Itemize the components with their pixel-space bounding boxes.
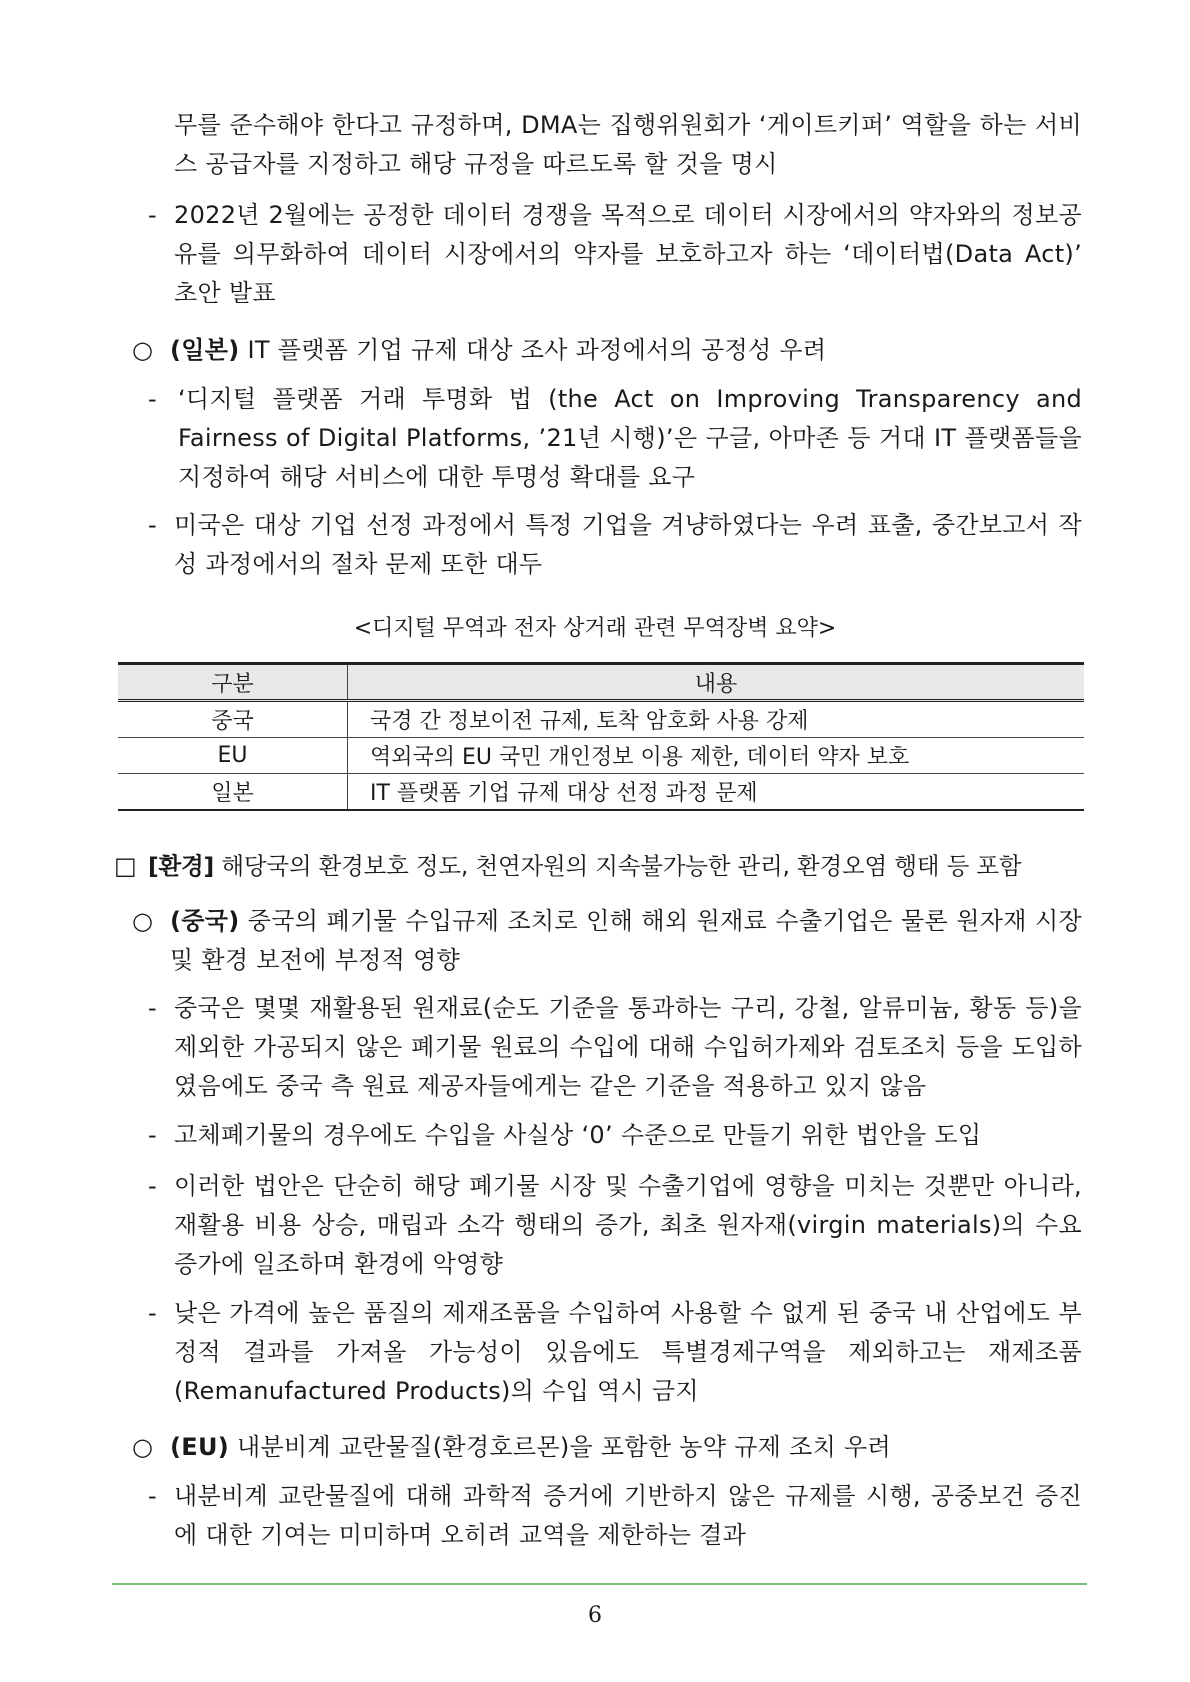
table-row bbox=[118, 701, 1084, 738]
bullet-circle: ○ bbox=[132, 336, 153, 364]
table-row bbox=[118, 738, 1084, 774]
heading-japan-text: IT 플랫폼 기업 규제 대상 조사 과정에서의 공정성 우려 bbox=[239, 336, 827, 364]
heading-environment-text: 해당국의 환경보호 정도, 천연자원의 지속불가능한 관리, 환경오염 행태 등 포함 bbox=[214, 852, 1022, 880]
bullet-dash: - bbox=[148, 511, 157, 539]
heading-japan-label: (일본) bbox=[170, 336, 240, 364]
table-cell: 일본 bbox=[118, 774, 348, 811]
paragraph-us-concern: 미국은 대상 기업 선정 과정에서 특정 기업을 겨냥하였다는 우려 표출, 중간보고서 작성 과정에서의 절차 문제 또한 대두 bbox=[174, 511, 1082, 578]
bullet-circle: ○ bbox=[132, 907, 153, 935]
table-cell: IT 플랫폼 기업 규제 대상 선정 과정 문제 bbox=[348, 774, 1085, 811]
paragraph-platform-act: ‘디지털 플랫폼 거래 투명화 법 (the Act on Improving Transparency and Fairness of Digital Platforms, ’21년 시행)’은 구글, 아마존 등 거대 IT 플랫폼들을 지정하여 해당 서비스에 대한 투명성 확대를 요구 bbox=[178, 385, 1082, 491]
heading-japan bbox=[170, 331, 1082, 370]
paragraph-law-impact: 이러한 법안은 단순히 해당 폐기물 시장 및 수출기업에 영향을 미치는 것뿐만 아니라, 재활용 비용 상승, 매립과 소각 행태의 증가, 최초 원자재(virgin materials)의 수요 증가에 일조하며 환경에 악영향 bbox=[174, 1172, 1082, 1278]
section-box-marker: □ bbox=[114, 852, 137, 880]
heading-china-text: 중국의 폐기물 수입규제 조치로 인해 해외 원재료 수출기업은 물론 원자재 시장 및 환경 보전에 부정적 영향 bbox=[170, 907, 1082, 974]
table-cell: 역외국의 EU 국민 개인정보 이용 제한, 데이터 약자 보호 bbox=[348, 738, 1085, 774]
bullet-dash: - bbox=[148, 1121, 157, 1149]
bullet-dash: - bbox=[148, 1172, 157, 1200]
heading-china-label: (중국) bbox=[170, 907, 240, 935]
bullet-dash: - bbox=[148, 1482, 157, 1510]
table-header-row bbox=[118, 664, 1084, 701]
bullet-dash: - bbox=[148, 201, 157, 229]
paragraph-dma: 무를 준수해야 한다고 규정하며, DMA는 집행위원회가 ‘게이트키퍼’ 역할을 하는 서비스 공급자를 지정하고 해당 규정을 따르도록 할 것을 명시 bbox=[174, 111, 1082, 178]
bullet-dash: - bbox=[148, 385, 157, 413]
heading-eu bbox=[170, 1428, 1082, 1467]
bullet-dash: - bbox=[148, 994, 157, 1022]
paragraph-solid-waste: 고체폐기물의 경우에도 수입을 사실상 ‘0’ 수준으로 만들기 위한 법안을 도입 bbox=[174, 1121, 982, 1149]
paragraph-data-act: 2022년 2월에는 공정한 데이터 경쟁을 목적으로 데이터 시장에서의 약자와의 정보공유를 의무화하여 데이터 시장에서의 약자를 보호하고자 하는 ‘데이터법(Data Act)’ 초안 발표 bbox=[174, 201, 1082, 307]
table-cell: 국경 간 정보이전 규제, 토착 암호화 사용 강제 bbox=[348, 701, 1085, 738]
table-header-content: 내용 bbox=[348, 664, 1085, 701]
bullet-circle: ○ bbox=[132, 1433, 153, 1461]
table-caption: <디지털 무역과 전자 상거래 관련 무역장벽 요약> bbox=[353, 616, 837, 641]
bullet-dash: - bbox=[148, 1299, 157, 1327]
page-number: 6 bbox=[588, 1603, 602, 1628]
paragraph-remanufactured: 낮은 가격에 높은 품질의 제재조품을 수입하여 사용할 수 없게 된 중국 내 산업에도 부정적 결과를 가져올 가능성이 있음에도 특별경제구역을 제외하고는 재제조품(Remanufactured Products)의 수입 역시 금지 bbox=[174, 1299, 1082, 1405]
heading-china bbox=[170, 902, 1082, 980]
heading-environment bbox=[148, 847, 1088, 886]
table-cell: 중국 bbox=[118, 701, 348, 738]
heading-environment-label: [환경] bbox=[148, 852, 215, 880]
summary-table bbox=[118, 662, 1084, 811]
table-row bbox=[118, 774, 1084, 811]
heading-eu-text: 내분비계 교란물질(환경호르몬)을 포함한 농약 규제 조치 우려 bbox=[229, 1433, 891, 1461]
footer-divider bbox=[112, 1583, 1087, 1585]
table-cell: EU bbox=[118, 738, 348, 774]
paragraph-recycled-materials: 중국은 몇몇 재활용된 원재료(순도 기준을 통과하는 구리, 강철, 알류미늄, 황동 등)을 제외한 가공되지 않은 폐기물 원료의 수입에 대해 수입허가제와 검토조치 등을 도입하였음에도 중국 측 원료 제공자들에게는 같은 기준을 적용하고 있지 않음 bbox=[174, 994, 1082, 1100]
paragraph-endocrine: 내분비계 교란물질에 대해 과학적 증거에 기반하지 않은 규제를 시행, 공중보건 증진에 대한 기여는 미미하며 오히려 교역을 제한하는 결과 bbox=[174, 1482, 1082, 1549]
heading-eu-label: (EU) bbox=[170, 1433, 230, 1461]
table-header-category: 구분 bbox=[118, 664, 348, 701]
